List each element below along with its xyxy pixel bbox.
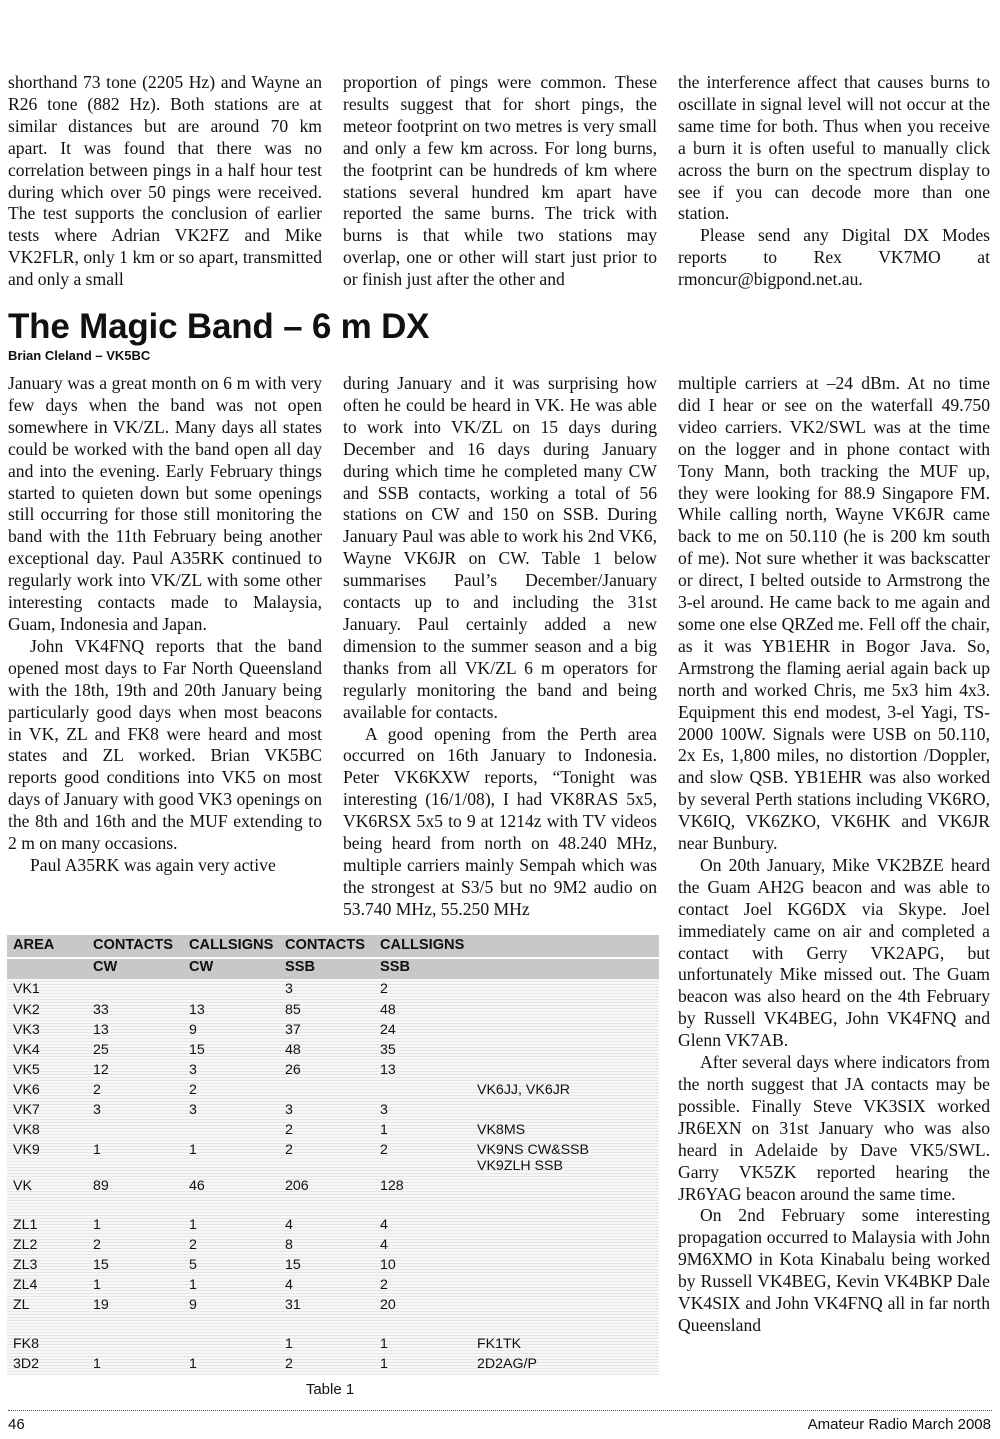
table-cell: 2 <box>285 1142 293 1158</box>
article-byline: Brian Cleland – VK5BC <box>8 348 151 363</box>
table-cell: 85 <box>285 1002 301 1018</box>
paragraph: the interference affect that causes burns to oscillate in signal level will not occur at the same time for both. Thus when you receive a burn it is often useful to manually click across the burn on the spectrum display to see if you can decode more than one station. <box>678 72 990 224</box>
table-cell: 128 <box>380 1178 404 1194</box>
table-caption: Table 1 <box>305 1381 355 1398</box>
paragraph: during January and it was surprising how often he could be heard in VK. He was able to work into VK/ZL on 15 days during December and 16 days during January during which time he completed many CW and SSB contacts, working a total of 56 stations on CW and 150 on SSB. During January Paul was able to work his 2nd VK6, Wayne VK6JR on CW. Table 1 below summarises Paul’s December/January contacts up to and including the 31st January. Paul certainly added a new dimension to the summer season and a big thanks from all VK/ZL 6 m operators for regularly monitoring the band and being available for contacts. <box>343 373 657 722</box>
table-cell: 15 <box>189 1042 205 1058</box>
article-column-3 <box>678 373 990 1337</box>
prev-article-column-3 <box>678 72 990 291</box>
table-row <box>7 1257 659 1276</box>
article-title: The Magic Band – 6 m DX <box>8 307 430 346</box>
header-subcell: SSB <box>285 959 316 975</box>
table-cell: 2 <box>380 981 388 997</box>
table-cell: 19 <box>93 1297 109 1313</box>
header-subcell: CW <box>189 959 214 975</box>
table-cell: FK8 <box>13 1336 40 1352</box>
table-row <box>7 1277 659 1296</box>
table-cell: 2 <box>380 1277 388 1293</box>
table-cell: 12 <box>93 1062 109 1078</box>
table-cell: 2 <box>93 1082 101 1098</box>
header-cell: CONTACTS <box>93 937 173 953</box>
header-subcell: CW <box>93 959 118 975</box>
table-cell: 1 <box>189 1356 197 1372</box>
table-cell: 15 <box>93 1257 109 1273</box>
table-cell: VK6JJ, VK6JR <box>477 1082 571 1098</box>
paragraph: On 2nd February some interesting propagation occurred to Malaysia with John 9M6XMO in Kota Kinabalu being worked by Russell VK4BEG, Kevin VK4BKP Dale VK4SIX and John VK4FNQ all in far north Queensland <box>678 1205 990 1335</box>
table-cell: 15 <box>285 1257 301 1273</box>
table-header <box>7 935 659 979</box>
table-cell: 33 <box>93 1002 109 1018</box>
contacts-table <box>7 935 659 1375</box>
table-cell: 4 <box>285 1217 293 1233</box>
paragraph: Paul A35RK was again very active <box>30 854 276 875</box>
table-cell: ZL1 <box>13 1217 38 1233</box>
table-cell: 10 <box>380 1257 396 1273</box>
table-cell: 46 <box>189 1178 205 1194</box>
table-row <box>7 1102 659 1121</box>
table-row <box>7 1042 659 1061</box>
publication-name: Amateur Radio March 2008 <box>807 1416 991 1433</box>
header-subcell: SSB <box>380 959 411 975</box>
paragraph: John VK4FNQ reports that the band opened most days to Far North Queensland with the 18th, 19th and 20th January being particularly good days when most beacons in VK, ZL and FK8 were heard and most states and ZL worked. Brian VK5BC reports good conditions into VK5 on most days of January with good VK3 openings on the 8th and 16th and the MUF extending to 2 m on many occasions. <box>8 635 322 854</box>
table-cell: 20 <box>380 1297 396 1313</box>
table-cell: VK7 <box>13 1102 40 1118</box>
table-cell: 2 <box>189 1237 197 1253</box>
table-cell: 3 <box>380 1102 388 1118</box>
table-cell: 4 <box>285 1277 293 1293</box>
prev-article-column-1 <box>8 72 322 291</box>
table-cell: 2 <box>189 1082 197 1098</box>
table-cell: ZL <box>13 1297 30 1313</box>
table-cell: 4 <box>380 1217 388 1233</box>
table-row <box>7 1217 659 1236</box>
table-row <box>7 1356 659 1375</box>
table-row <box>7 981 659 1000</box>
table-cell: 1 <box>380 1336 388 1352</box>
table-cell: 26 <box>285 1062 301 1078</box>
table-cell: VK8 <box>13 1122 40 1138</box>
article-column-1 <box>8 373 322 877</box>
header-cell: AREA <box>13 937 55 953</box>
table-cell: 5 <box>189 1257 197 1273</box>
table-row <box>7 1178 659 1197</box>
table-cell: VK9ZLH SSB <box>477 1158 563 1174</box>
table-cell: 1 <box>93 1217 101 1233</box>
table-cell: FK1TK <box>477 1336 522 1352</box>
table-cell: 2 <box>285 1356 293 1372</box>
table-cell: 13 <box>380 1062 396 1078</box>
table-cell: 31 <box>285 1297 301 1313</box>
table-cell: 13 <box>189 1002 205 1018</box>
table-cell: VK4 <box>13 1042 40 1058</box>
table-cell: 37 <box>285 1022 301 1038</box>
table-cell: VK9NS CW&SSB <box>477 1142 589 1158</box>
table-row <box>7 1237 659 1256</box>
table-cell: ZL3 <box>13 1257 38 1273</box>
table-cell: VK <box>13 1178 32 1194</box>
table-cell: 3 <box>189 1062 197 1078</box>
article-column-2 <box>343 373 657 921</box>
table-cell: 24 <box>380 1022 396 1038</box>
table-cell: 4 <box>380 1237 388 1253</box>
table-cell: 9 <box>189 1022 197 1038</box>
table-cell: 3D2 <box>13 1356 40 1372</box>
table-cell: 1 <box>189 1277 197 1293</box>
table-cell: ZL2 <box>13 1237 38 1253</box>
table-row <box>7 1062 659 1081</box>
table-cell: VK1 <box>13 981 40 997</box>
table-row <box>7 1297 659 1316</box>
table-cell: 2 <box>93 1237 101 1253</box>
table-cell: 3 <box>285 981 293 997</box>
paragraph: A good opening from the Perth area occurred on 16th January to Indonesia. Peter VK6KXW reports, “Tonight was interesting (16/1/08), I had VK8RAS 5x5, VK6RSX 5x5 to 9 at 1214z with TV videos being heard from north on 48.240 MHz, multiple carriers mainly Sempah which was the strongest at S3/5 but no 9M2 audio on 53.740 MHz, 55.250 MHz <box>343 723 657 919</box>
header-cell: CALLSIGNS <box>189 937 274 953</box>
table-cell: 1 <box>93 1142 101 1158</box>
table-cell: 48 <box>285 1042 301 1058</box>
table-cell: 1 <box>380 1122 388 1138</box>
paragraph: proportion of pings were common. These results suggest that for short pings, the meteor footprint on two metres is very small and only a few km across. For long burns, the footprint can be hundreds of km where stations several hundred km apart have reported the same burns. The trick with burns is that while two stations may overlap, one or other will start just prior to or finish just after the other and <box>343 72 657 290</box>
table-cell: 2 <box>380 1142 388 1158</box>
table-cell: VK5 <box>13 1062 40 1078</box>
paragraph: shorthand 73 tone (2205 Hz) and Wayne an R26 tone (882 Hz). Both stations are at similar distances but are around 70 km apart. It was found that there was no correlation between pings in a half hour test during which over 50 pings were received. The test supports the conclusion of earlier tests where Adrian VK2FZ and Mike VK2FLR, only 1 km or so apart, transmitted and only a small <box>8 72 322 290</box>
table-row <box>7 1158 659 1177</box>
table-cell: 1 <box>380 1356 388 1372</box>
table-row <box>7 1022 659 1041</box>
paragraph: Please send any Digital DX Modes reports to Rex VK7MO at rmoncur@bigpond.net.au. <box>678 225 990 290</box>
footer-divider <box>8 1410 992 1411</box>
paragraph: January was a great month on 6 m with very few days when the band was not open somewhere in VK/ZL. Many days all states could be worked with the band open all day and into the evening. Early February things started to quieten down but some openings still occurring for those still monitoring the band with the 11th February being another exceptional day. Paul A35RK continued to regularly work into VK/ZL with some other interesting contacts made to Malaysia, Guam, Indonesia and Japan. <box>8 373 322 634</box>
table-cell: 48 <box>380 1002 396 1018</box>
table-cell: 3 <box>93 1102 101 1118</box>
table-cell: VK3 <box>13 1022 40 1038</box>
header-cell: CONTACTS <box>285 937 365 953</box>
table-cell: 13 <box>93 1022 109 1038</box>
table-cell: 3 <box>285 1102 293 1118</box>
table-cell: 2 <box>285 1122 293 1138</box>
table-cell: VK8MS <box>477 1122 526 1138</box>
prev-article-column-2 <box>343 72 657 291</box>
table-cell: 1 <box>189 1217 197 1233</box>
paragraph: multiple carriers at –24 dBm. At no time did I hear or see on the waterfall 49.750 video carriers. VK2/SWL was at the time on the logger and in phone contact with Tony Mann, both tracking the MUF up, they were looking for 88.9 Singapore FM. While calling north, Wayne VK6JR came back to me on 50.110 (he is 200 km south of me). Not sure whether it was backscatter or direct, I belted outside to Armstrong the 3-el around. He came back to me again and some one else QRZed me. Fell off the chair, as it was YB1EHR in Bogor Java. So, Armstrong the flaming aerial again back up north and worked Chris, me 5x3 him 4x3. Equipment this end modest, 3-el Yagi, TS-2000 100W. Signals were USB on 50.110, 2x Es, 1,800 miles, no distortion /Doppler, and slow QSB. YB1EHR was also worked by several Perth stations including VK6RO, VK6IQ, VK6ZKO, VK6HK and VK6JR near Bunbury. <box>678 373 990 854</box>
table-cell: VK9 <box>13 1142 40 1158</box>
paragraph: On 20th January, Mike VK2BZE heard the Guam AH2G beacon and was able to contact Joel KG6DX via Skype. Joel immediately came on air and completed a contact with Gerry VK2APG, but unfortunately Mike missed out. The Guam beacon was also heard on the 4th February by Russell VK4BEG, John VK4FNQ and Glenn VK7AB. <box>678 854 990 1051</box>
table-row <box>7 1122 659 1141</box>
table-row <box>7 1336 659 1355</box>
table-cell: 8 <box>285 1237 293 1253</box>
table-cell: 1 <box>93 1277 101 1293</box>
table-cell: VK2 <box>13 1002 40 1018</box>
table-cell: 206 <box>285 1178 309 1194</box>
table-cell: 1 <box>189 1142 197 1158</box>
table-cell: 35 <box>380 1042 396 1058</box>
table-cell: 3 <box>189 1102 197 1118</box>
table-cell: 9 <box>189 1297 197 1313</box>
table-cell: VK6 <box>13 1082 40 1098</box>
table-cell: 25 <box>93 1042 109 1058</box>
table-cell: 1 <box>93 1356 101 1372</box>
table-cell: ZL4 <box>13 1277 38 1293</box>
table-row <box>7 1082 659 1101</box>
table-cell: 2D2AG/P <box>477 1356 537 1372</box>
header-cell: CALLSIGNS <box>380 937 465 953</box>
table-cell: 89 <box>93 1178 109 1194</box>
table-cell: 1 <box>285 1336 293 1352</box>
page-number: 46 <box>8 1416 25 1433</box>
table-row <box>7 1002 659 1021</box>
paragraph: After several days where indicators from the north suggest that JA contacts may be possible. Finally Steve VK3SIX worked JR6EXN on 31st January who was also heard in Adelaide by Dave VK5/SWL. Garry VK5ZK reported hearing the JR6YAG beacon around the same time. <box>678 1052 990 1204</box>
